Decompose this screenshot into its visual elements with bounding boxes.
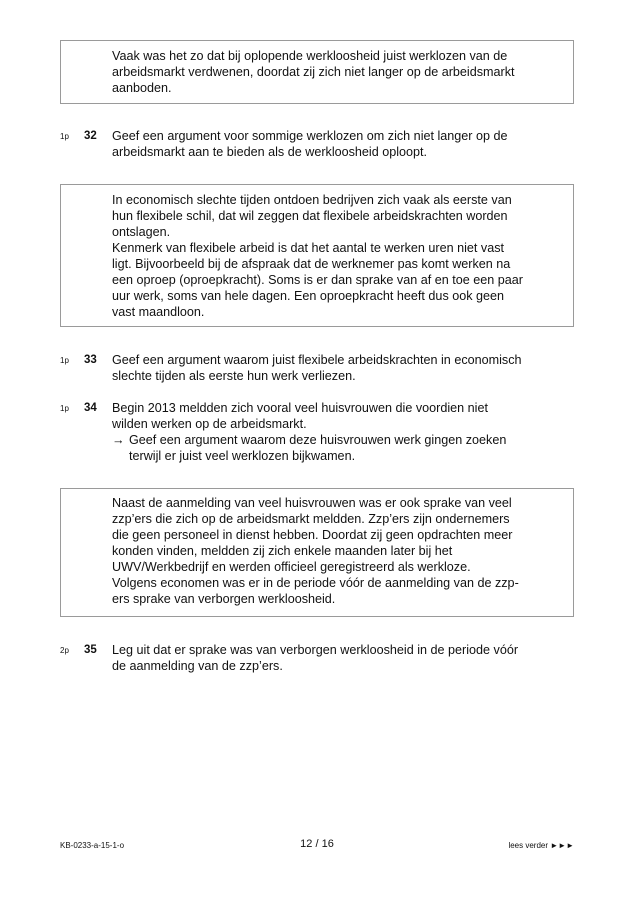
arrow-icon: → [112,433,125,447]
context-box-1 [60,40,574,104]
context-box-3 [60,488,574,617]
question-text: Leg uit dat er sprake was van verborgen werkloosheid in de periode vóór de aanmelding van de zzp’ers. [112,643,519,673]
question-text: Begin 2013 meldden zich vooral veel huisvrouwen die voordien niet wilden werken op de arbeidsmarkt. → Geef een argument waarom deze huisvrouwen werk gingen zoeken terwijl er juist veel werklozen bijkwamen. [112,401,507,463]
context-text-2: In economisch slechte tijden ontdoen bedrijven zich vaak als eerste van hun flexibele schil, dat wil zeggen dat flexibele arbeidskrachten worden ontslagen. Kenmerk van flexibele arbeid is dat het aantal te werken uren niet vast ligt. Bijvoorbeeld bij de afspraak dat de werknemer pas komt werken na een oproep (oproepkracht). Soms is er dan sprake van af en toe een paar uur werk, soms van hele dagen. Een oproepkracht heeft dus ook geen vast maandloon. [112,193,523,319]
context-text-3: Naast de aanmelding van veel huisvrouwen was er ook sprake van veel zzp’ers die zich op de arbeidsmarkt meldden. Zzp’ers zijn ondernemers die geen personeel in dienst hebben. Doordat zij geen opdrachten meer konden vinden, meldden zij zich enkele maanden later bij het UWV/Werkbedrijf en werden officieel geregistreerd als werkloze. Volgens economen was er in de periode vóór de aanmelding van de zzp- ers sprake van verborgen werkloosheid. [112,496,519,606]
continue-label: lees verder ►►► [508,841,574,850]
page-number: 12 / 16 [300,838,334,850]
context-text-1: Vaak was het zo dat bij oplopende werkloosheid juist werklozen van de arbeidsmarkt verdwenen, doordat zij zich niet langer op de arbeidsmarkt aanboden. [112,49,515,95]
page-footer [60,838,574,852]
question-number: 35 [84,644,97,656]
points-label: 1p [60,132,69,141]
points-label: 2p [60,646,69,655]
question-text: Geef een argument voor sommige werklozen om zich niet langer op de arbeidsmarkt aan te bieden als de werkloosheid oploopt. [112,129,508,159]
points-label: 1p [60,356,69,365]
context-box-2 [60,184,574,327]
sub-question: → Geef een argument waarom deze huisvrouwen werk gingen zoeken [112,433,507,447]
question-number: 33 [84,354,97,366]
question-number: 32 [84,130,97,142]
question-number: 34 [84,402,97,414]
question-text: Geef een argument waarom juist flexibele arbeidskrachten in economisch slechte tijden als eerste hun werk verliezen. [112,353,522,383]
points-label: 1p [60,404,69,413]
exam-code: KB-0233-a-15-1-o [60,841,125,850]
